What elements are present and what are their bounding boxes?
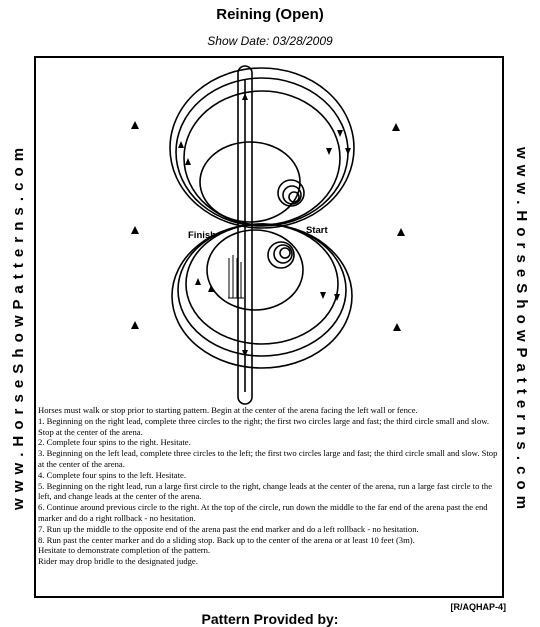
pattern-code: [R/AQHAP-4] xyxy=(450,602,506,612)
show-date: Show Date: 03/28/2009 xyxy=(207,34,333,48)
instruction-line: 6. Continue around previous circle to the right. At the top of the circle, run down the middle to the far end of the arena past the end marker and do a right rollback - no hesitation. xyxy=(38,502,488,523)
marker-cone-icon xyxy=(131,226,139,234)
instruction-line: Hesitate to demonstrate completion of the pattern. xyxy=(38,545,211,556)
instruction-line: 2. Complete four spins to the right. Hesitate. xyxy=(38,437,191,448)
instruction-line: 4. Complete four spins to the left. Hesitate. xyxy=(38,469,186,480)
direction-arrow-icon xyxy=(242,93,248,100)
marker-cone-icon xyxy=(131,121,139,129)
direction-arrow-icon xyxy=(195,278,201,285)
pattern-instructions xyxy=(38,405,502,567)
bottom-inner-circle xyxy=(186,224,338,344)
bottom-middle-circle xyxy=(178,224,346,356)
instruction-line: 1. Beginning on the right lead, complete three circles to the right; the first two circles large and fast; the third circle small and slow. Stop at the center of the arena. xyxy=(38,415,490,437)
pattern-provided-by: Pattern Provided by: xyxy=(201,611,339,627)
finish-label: Finish xyxy=(188,230,216,241)
instruction-line: Rider may drop bridle to the designated judge. xyxy=(38,556,198,567)
side-watermark-right: w w w . H o r s e S h o w P a t t e r n s . c o m xyxy=(512,146,530,510)
direction-arrow-icon xyxy=(185,158,191,165)
direction-arrow-icon xyxy=(320,292,326,299)
bottom-small-circle xyxy=(207,230,303,310)
instruction-line: 5. Beginning on the right lead, run a large first circle to the right, change leads at the center of the arena, run a large fast circle to the left, and change leads at the center of the arena. xyxy=(38,480,493,502)
pattern-title: Reining (Open) xyxy=(216,6,324,23)
instruction-line: 7. Run up the middle to the opposite end of the arena past the end marker and do a left rollback - no hesitation. xyxy=(38,523,419,534)
top-middle-circle xyxy=(176,78,348,226)
marker-cone-icon xyxy=(392,123,400,131)
direction-arrow-icon xyxy=(337,130,343,137)
instruction-line: 8. Run past the center marker and do a sliding stop. Back up to the center of the arena or at least 10 feet (3m). xyxy=(38,534,415,545)
direction-arrow-icon xyxy=(326,148,332,155)
marker-cone-icon xyxy=(393,323,401,331)
start-label: Start xyxy=(306,225,328,236)
top-inner-circle xyxy=(184,91,340,225)
marker-cone-icon xyxy=(397,228,405,236)
direction-arrow-icon xyxy=(345,148,351,155)
direction-arrow-icon xyxy=(242,350,248,357)
instruction-line: 3. Beginning on the left lead, complete three circles to the left; the first two circles large and fast; the third circle small and slow. Stop at the center of the arena. xyxy=(38,448,498,469)
side-watermark-left: w w w . H o r s e S h o w P a t t e r n s . c o m xyxy=(9,146,27,510)
direction-arrow-icon xyxy=(178,141,184,148)
marker-cone-icon xyxy=(131,321,139,329)
instruction-line: Horses must walk or stop prior to starting pattern. Begin at the center of the arena facing the left wall or fence. xyxy=(38,405,418,415)
sliding-stop-icon xyxy=(228,255,244,298)
